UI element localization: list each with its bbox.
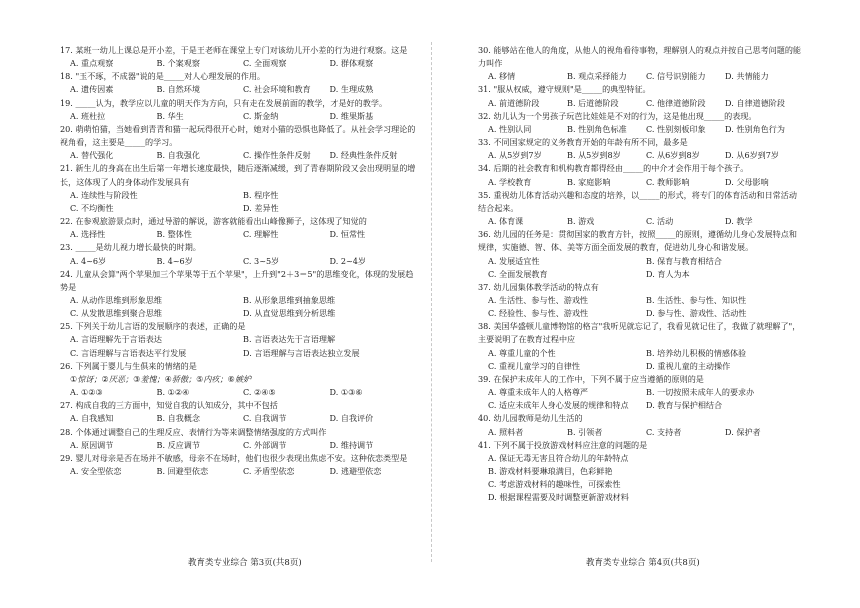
- answer-option: B. 反应调节: [156, 439, 200, 450]
- answer-option: C. 他律道德阶段: [646, 97, 706, 108]
- answer-options: [60, 412, 416, 425]
- question-item: [478, 83, 804, 109]
- answer-option: D. ①③⑥: [329, 387, 363, 398]
- answer-option: B. 4~6岁: [156, 255, 193, 266]
- answer-option: D. 2~4岁: [329, 255, 367, 266]
- answer-option: B. 自我概念: [156, 413, 200, 424]
- question-item: [60, 320, 416, 359]
- answer-option: C. 考虑游戏材料的趣味性，可探索性: [488, 479, 621, 490]
- answer-option: A. 照料者: [488, 426, 524, 437]
- page-divider: [431, 42, 432, 562]
- question-stem: 40. 幼儿园教师是幼儿生活的: [478, 413, 583, 424]
- answer-option: D. 维持调节: [329, 439, 374, 450]
- answer-option: C. 教师影响: [646, 176, 690, 187]
- question-item: [478, 439, 804, 505]
- answer-option: C. ②④⑤: [243, 387, 276, 398]
- answer-option: C. 全面发展教育: [488, 268, 548, 279]
- answer-option: D. 参与性、游戏性、活动性: [646, 308, 747, 319]
- answer-options: [478, 70, 804, 83]
- answer-option: B. 程序性: [243, 189, 279, 200]
- answer-option: A. 从动作思维到形象思维: [70, 294, 162, 305]
- answer-option: B. 华生: [156, 110, 184, 121]
- answer-options: [60, 57, 416, 70]
- answer-option: B. 一切按照未成年人的要求办: [646, 387, 755, 398]
- question-item: [60, 44, 416, 70]
- answer-option: B. 从5岁到8岁: [567, 150, 621, 161]
- answer-option: D. 教学: [725, 216, 753, 227]
- answer-option: D. 从直觉思维到分析思维: [243, 308, 336, 319]
- question-stem: 34. 后期的社会教育和机构教育都得经由_____的中介才会作用于每个孩子。: [478, 163, 749, 174]
- answer-options: [478, 426, 804, 439]
- answer-option: A. 安全型依恋: [70, 466, 122, 476]
- question-item: [478, 412, 804, 438]
- answer-option: B. 整体性: [156, 229, 192, 240]
- question-item: [60, 215, 416, 241]
- question-item: [478, 281, 804, 320]
- answer-option: C. 全面观察: [243, 58, 287, 69]
- answer-option: C. 从6岁到8岁: [646, 150, 700, 161]
- answer-option: D. 性别角色行为: [725, 123, 785, 134]
- question-stem: 33. 不同国家规定的义务教育开始的年龄有所不同，最多是: [478, 137, 688, 148]
- answer-option: A. 4~6岁: [70, 255, 107, 266]
- answer-option: C. 外部调节: [243, 439, 287, 450]
- answer-option: B. 保育与教育相结合: [646, 255, 722, 266]
- answer-option: B. 游戏: [567, 216, 595, 227]
- answer-option: D. 从6岁到7岁: [725, 150, 780, 161]
- question-item: [478, 136, 804, 162]
- answer-option: A. 移情: [488, 71, 516, 82]
- question-stem: 17. 某班一幼儿上课总是开小差，于是王老师在课堂上专门对该幼儿开小差的行为进行观察。这是: [60, 45, 408, 55]
- answer-option: B. ①②④: [156, 387, 190, 398]
- page-footer-left: 教育类专业综合 第3页(共8页): [188, 558, 302, 568]
- question-stem: 27. 构成自我的三方面中，知觉自我的认知成分，其中不包括: [60, 400, 278, 411]
- answer-options: [478, 347, 804, 373]
- answer-option: D. 恒常性: [329, 229, 366, 240]
- question-stem: 21. 新生儿的身高在出生后第一年增长速度最快，随后逐渐减缓，到了青春期阶段又会出现明显的增长，这体现了人的身体动作发展具有: [60, 163, 416, 187]
- answer-option: B. 性别角色标准: [567, 123, 627, 134]
- answer-options: [60, 439, 416, 452]
- question-stem: 36. 幼儿园的任务是：贯彻国家的教育方针，按照_____的原则，遵循幼儿身心发展特点和规律，实施德、智、体、美等方面全面发展的教育，促进幼儿身心和谐发展。: [478, 229, 797, 253]
- answer-option: D. 维果斯基: [329, 110, 374, 121]
- answer-option: B. 培养幼儿积极的情感体验: [646, 347, 747, 358]
- question-item: [60, 70, 416, 96]
- answer-option: B. 自然环境: [156, 84, 200, 95]
- answer-option: C. 信号识别能力: [646, 71, 706, 82]
- answer-option: D. 言语理解与言语表达独立发展: [243, 347, 360, 358]
- right-page-questions: [478, 44, 804, 504]
- answer-option: C. 适应未成年人身心发展的规律和特点: [488, 400, 629, 411]
- answer-option: B. 生活性、参与性、知识性: [646, 294, 747, 305]
- answer-options: [60, 83, 416, 96]
- answer-option: A. 选择性: [70, 229, 106, 240]
- question-stem: 29. 婴儿对母亲是否在场并不敏感，母亲不在场时，他们也很少表现出焦虑不安。这种依恋类型是: [60, 452, 408, 463]
- answer-options: [478, 123, 804, 136]
- answer-options: [478, 149, 804, 162]
- answer-option: C. 言语理解与言语表达平行发展: [70, 347, 187, 358]
- answer-option: D. 逃避型依恋: [329, 466, 382, 476]
- question-stem: 39. 在保护未成年人的工作中，下列不属于应当遵循的原则的是: [478, 373, 704, 384]
- answer-option: C. 重视儿童学习的自律性: [488, 360, 580, 371]
- answer-option: C. 斯金纳: [243, 110, 279, 121]
- answer-option: D. 教育与保护相结合: [646, 400, 723, 411]
- question-item: [60, 123, 416, 162]
- question-item: [478, 320, 804, 373]
- answer-option: A. ①②③: [70, 387, 103, 398]
- answer-options: [478, 294, 804, 320]
- answer-option: C. 3~5岁: [243, 255, 280, 266]
- question-item: [60, 360, 416, 399]
- question-statements: ①惊讶；②厌恶；③羞愧；④骄傲；⑤内疚；⑥嫉妒: [70, 373, 252, 384]
- question-stem: 24. 儿童从会算"两个苹果加三个苹果等于五个苹果"，上升到"2＋3＝5"的思维变化，体现的发展趋势是: [60, 268, 414, 292]
- answer-option: D. 父母影响: [725, 176, 769, 187]
- answer-options: [478, 215, 804, 228]
- answer-options: [60, 228, 416, 241]
- question-item: [60, 399, 416, 425]
- answer-option: D. 重视儿童的主动操作: [646, 360, 731, 371]
- answer-options: [60, 149, 416, 162]
- question-item: [478, 189, 804, 228]
- answer-option: D. 生理成熟: [329, 84, 374, 95]
- question-stem: 25. 下列关于幼儿言语的发展顺序的表述，正确的是: [60, 321, 246, 332]
- answer-options: [60, 294, 416, 320]
- answer-options: [478, 255, 804, 281]
- answer-option: D. 自我评价: [329, 413, 374, 424]
- answer-option: B. 个案观察: [156, 58, 200, 69]
- answer-option: A. 性别认同: [488, 123, 532, 134]
- question-item: [60, 97, 416, 123]
- question-item: [60, 241, 416, 267]
- answer-option: A. 自我感知: [70, 413, 114, 424]
- question-item: [60, 268, 416, 321]
- answer-option: A. 替代强化: [70, 150, 114, 161]
- question-stem: 20. 萌萌怕猫，当她看到青青和猫一起玩得很开心时，她对小猫的恐惧也降低了。从社会学习理论的视角看，这主要是_____的学习。: [60, 123, 416, 148]
- answer-options: [478, 176, 804, 189]
- answer-option: A. 发展适宜性: [488, 255, 540, 266]
- answer-option: B. 回避型依恋: [156, 466, 209, 476]
- answer-options: [60, 465, 416, 478]
- question-stem: 35. 重视幼儿体育活动兴趣和态度的培养，以_____的形式，将专门的体育活动和日常活动结合起来。: [478, 189, 797, 213]
- answer-option: D. 群体观察: [329, 58, 374, 69]
- answer-option: A. 连续性与阶段性: [70, 189, 138, 200]
- answer-option: B. 从形象思维到抽象思维: [243, 294, 336, 305]
- question-stem: 37. 幼儿园集体教学活动的特点有: [478, 281, 599, 292]
- question-stem: 28. 个体通过调整自己的生理反应、表情行为等来调整情绪强度的方式叫作: [60, 426, 327, 437]
- answer-option: D. 保护者: [725, 426, 761, 437]
- question-stem: 32. 幼儿认为一个男孩子玩芭比娃娃是不对的行为，这是他出现_____的表现。: [478, 110, 757, 121]
- answer-options: [478, 386, 804, 412]
- answer-option: A. 重点观察: [70, 58, 114, 69]
- answer-options: [60, 110, 416, 123]
- answer-option: A. 生活性、参与性、游戏性: [488, 294, 589, 305]
- left-page-questions: [60, 44, 416, 478]
- answer-options: [60, 386, 416, 399]
- answer-option: C. 自我调节: [243, 413, 287, 424]
- answer-option: A. 尊重未成年人的人格尊严: [488, 387, 589, 398]
- answer-option: A. 体育课: [488, 216, 524, 227]
- answer-options: [60, 255, 416, 268]
- answer-option: C. 操作性条件反射: [243, 150, 311, 161]
- question-stem: 41. 下列不属于投放游戏材料应注意的问题的是: [478, 439, 648, 450]
- question-stem: 31. "服从权威，遵守规则"是_____的典型特征。: [478, 84, 651, 95]
- question-item: [478, 44, 804, 83]
- answer-option: A. 尊重儿童的个性: [488, 347, 556, 358]
- answer-option: B. 言语表达先于言语理解: [243, 334, 336, 345]
- answer-option: D. 差异性: [243, 202, 279, 213]
- question-stem: 19. _____认为，教学应以儿童的明天作为方向，只有走在发展前面的教学，才是好的教学。: [60, 97, 388, 108]
- question-item: [478, 162, 804, 188]
- answer-option: A. 前道德阶段: [488, 97, 540, 108]
- answer-option: A. 遗传因素: [70, 84, 114, 95]
- question-stem: 22. 在参观旅游景点时，通过导游的解说，游客就能看出山峰像狮子，这体现了知觉的: [60, 216, 367, 227]
- answer-option: D. 共情能力: [725, 71, 769, 82]
- question-item: [478, 110, 804, 136]
- answer-option: D. 根据课程需要及时调整更新游戏材料: [488, 492, 629, 503]
- question-stem: 38. 美国华盛顿儿童博物馆的格言"我听见就忘记了，我看见就记住了，我做了就理解了"，主要说明了在教育过程中应: [478, 321, 801, 345]
- question-item: [478, 373, 804, 412]
- question-stem: 23. _____是幼儿视力增长最快的时期。: [60, 242, 201, 253]
- answer-option: D. 自律道德阶段: [725, 97, 785, 108]
- question-item: [478, 228, 804, 281]
- answer-option: B. 游戏材料要琳琅满目，色彩鲜艳: [488, 466, 613, 476]
- question-item: [60, 452, 416, 478]
- answer-option: B. 观点采择能力: [567, 71, 627, 82]
- answer-option: B. 家庭影响: [567, 176, 611, 187]
- answer-option: A. 学校教育: [488, 176, 532, 187]
- answer-options: [478, 452, 804, 505]
- answer-option: A. 保证无毒无害且符合幼儿的年龄特点: [488, 452, 629, 463]
- answer-option: D. 育人为本: [646, 268, 690, 279]
- answer-option: D. 经典性条件反射: [329, 150, 398, 161]
- question-stem: 30. 能够站在他人的角度，从他人的视角看待事物，理解别人的观点并按自己思考问题的能力叫作: [478, 45, 802, 69]
- page-footer-right: 教育类专业综合 第4页(共8页): [586, 558, 700, 568]
- question-stem: 18. "玉不琢，不成器"说的是_____对人心理发展的作用。: [60, 71, 266, 82]
- question-item: [60, 162, 416, 215]
- answer-options: [60, 189, 416, 215]
- answer-option: C. 性别刻板印象: [646, 123, 706, 134]
- answer-option: C. 从发散思维到聚合思维: [70, 308, 162, 319]
- answer-option: A. 班杜拉: [70, 110, 106, 121]
- answer-option: B. 自我强化: [156, 150, 200, 161]
- answer-option: C. 活动: [646, 216, 674, 227]
- question-item: [60, 426, 416, 452]
- answer-option: B. 引领者: [567, 426, 603, 437]
- question-stem: 26. 下列属于婴儿与生俱来的情绪的是: [60, 360, 197, 371]
- answer-option: C. 经验性、参与性、游戏性: [488, 308, 589, 319]
- answer-option: A. 从5岁到7岁: [488, 150, 542, 161]
- answer-option: C. 社会环境和教育: [243, 84, 311, 95]
- answer-options: [60, 333, 416, 359]
- answer-option: A. 言语理解先于言语表达: [70, 334, 162, 345]
- answer-option: B. 后道德阶段: [567, 97, 619, 108]
- answer-option: C. 理解性: [243, 229, 279, 240]
- answer-option: C. 不均衡性: [70, 202, 114, 213]
- answer-options: [478, 97, 804, 110]
- answer-option: C. 矛盾型依恋: [243, 466, 295, 476]
- answer-option: A. 原因调节: [70, 439, 114, 450]
- answer-option: C. 支持者: [646, 426, 682, 437]
